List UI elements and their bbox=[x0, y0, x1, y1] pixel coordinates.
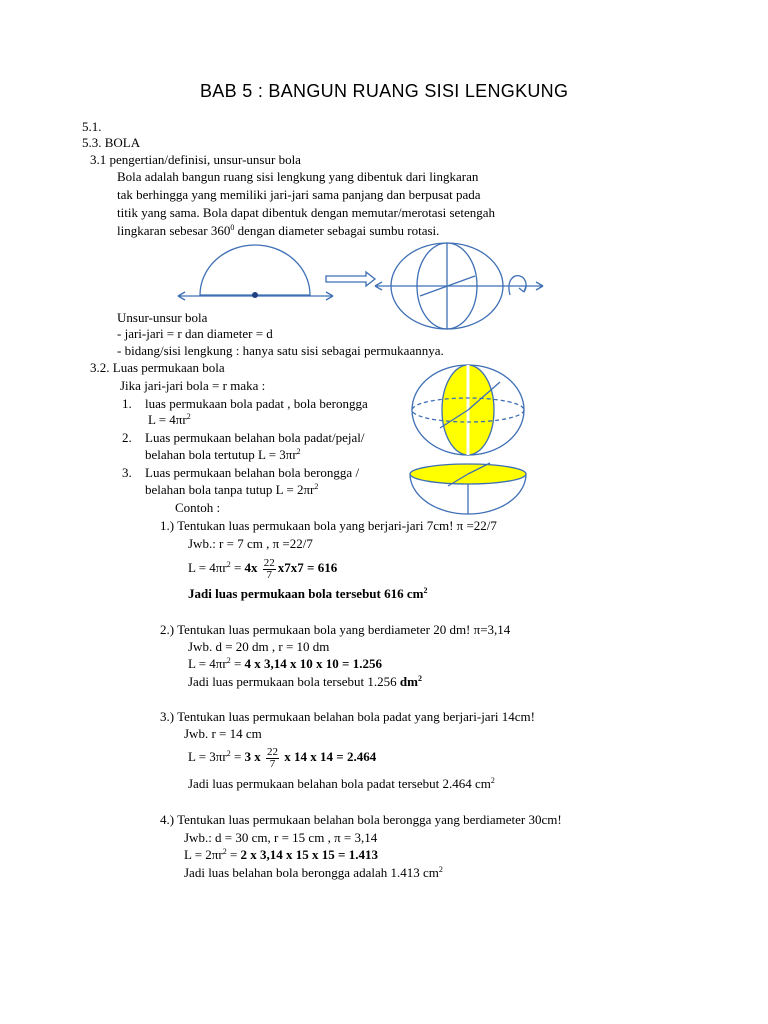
list-item-text: Luas permukaan belahan bola berongga / bbox=[145, 465, 360, 480]
example-1-answer: Jadi luas permukaan bola tersebut 616 $cm^2$ bbox=[188, 586, 428, 601]
example-3-given: Jwb. r = 14 cm bbox=[184, 726, 262, 741]
example-3-formula: $L = 3\pi r^2 = 3$ x $\frac{22}{7}$ x 14 x 14 = 2.464 bbox=[188, 745, 377, 770]
example-4-answer: Jadi luas belahan bola berongga adalah 1.413 $cm^2$ bbox=[184, 865, 443, 880]
section-5-1: 5.1. bbox=[82, 119, 102, 134]
page-title: BAB 5 : BANGUN RUANG SISI LENGKUNG bbox=[200, 81, 569, 101]
example-1-formula: $L = 4\pi r^2 = 4x$ $\frac{22}{7}$ x7x7 = 616 bbox=[188, 556, 338, 581]
subsection-3-1: 3.1 pengertian/definisi, unsur-unsur bola bbox=[90, 152, 301, 167]
example-1-given: Jwb.: r = 7 cm , π =22/7 bbox=[188, 536, 313, 551]
definition-line: lingkaran sebesar $360^0$ dengan diameter sebagai sumbu rotasi. bbox=[117, 223, 440, 238]
list-item-text: luas permukaan bola padat , bola berongga bbox=[145, 396, 368, 411]
example-1-question: 1.) Tentukan luas permukaan bola yang berjari-jari 7cm! π =22/7 bbox=[160, 518, 497, 533]
unsur-item: - jari-jari = r dan diameter = d bbox=[117, 326, 273, 341]
contoh-heading: Contoh : bbox=[175, 500, 221, 515]
list-number: 2. bbox=[122, 430, 132, 445]
example-4-question: 4.) Tentukan luas permukaan belahan bola berongga yang berdiameter 30cm! bbox=[160, 812, 562, 827]
unsur-item: - bidang/sisi lengkung : hanya satu sisi sebagai permukaannya. bbox=[117, 343, 444, 358]
definition-line: titik yang sama. Bola dapat dibentuk dengan memutar/merotasi setengah bbox=[117, 205, 495, 220]
example-2-given: Jwb. d = 20 dm , r = 10 dm bbox=[188, 639, 330, 654]
unsur-heading: Unsur-unsur bola bbox=[117, 310, 208, 325]
subsection-3-2: 3.2. Luas permukaan bola bbox=[90, 360, 225, 375]
example-3-answer: Jadi luas permukaan belahan bola padat tersebut 2.464 $cm^2$ bbox=[188, 776, 495, 791]
example-2-question: 2.) Tentukan luas permukaan bola yang berdiameter 20 dm! π=3,14 bbox=[160, 622, 511, 637]
list-item-text: Luas permukaan belahan bola padat/pejal/ bbox=[145, 430, 365, 445]
formula-full-sphere: $L = 4\pi r^2$ bbox=[148, 412, 191, 427]
list-number: 1. bbox=[122, 396, 132, 411]
formula-open-hemisphere: belahan bola tanpa tutup $L = 2\pi r^2$ bbox=[145, 482, 319, 497]
section-5-3: 5.3. BOLA bbox=[82, 135, 141, 150]
condition-text: Jika jari-jari bola = r maka : bbox=[120, 378, 266, 393]
example-2-formula: $L = 4\pi r^2 = 4$ x 3,14 x 10 x 10 = 1.256 bbox=[188, 656, 382, 671]
list-number: 3. bbox=[122, 465, 132, 480]
example-2-answer: Jadi luas permukaan bola tersebut 1.256 $dm^2$ bbox=[188, 674, 422, 689]
example-3-question: 3.) Tentukan luas permukaan belahan bola padat yang berjari-jari 14cm! bbox=[160, 709, 535, 724]
example-4-given: Jwb.: d = 30 cm, r = 15 cm , π = 3,14 bbox=[184, 830, 378, 845]
formula-closed-hemisphere: belahan bola tertutup $L = 3\pi r^2$ bbox=[145, 447, 301, 462]
example-4-formula: $L = 2\pi r^2 = 2$ x 3,14 x 15 x 15 = 1.413 bbox=[184, 847, 378, 862]
definition-line: tak berhingga yang memiliki jari-jari sama panjang dan berpusat pada bbox=[117, 187, 481, 202]
definition-line: Bola adalah bangun ruang sisi lengkung yang dibentuk dari lingkaran bbox=[117, 169, 479, 184]
